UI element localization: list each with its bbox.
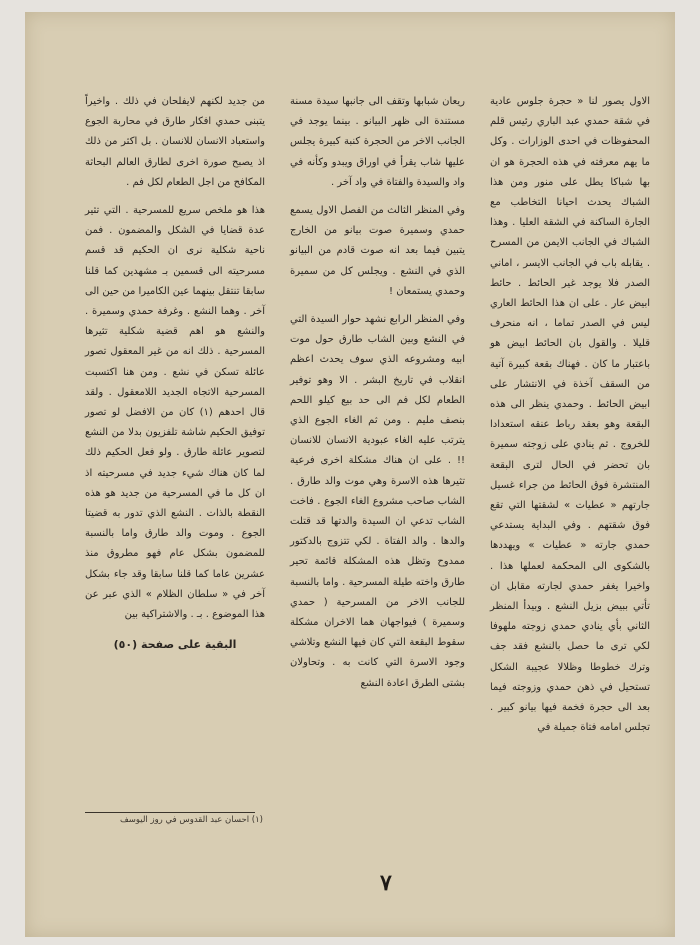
text-column-middle (290, 92, 465, 702)
paragraph: الاول يصور لنا « حجرة جلوس عادية في شقة حمدي عبد الباري رئيس قلم المحفوظات في احدى الوزارات . وكل ما يهم معرفته في هذه الحجرة هو ان بها شباكا يطل على منور ومن هذا الشباك يحدث احيانا التخاطب مع الجارة الساكنة في الشقة العليا . وهذا الشباك في الجانب الايمن من المسرح . يقابله باب في الجانب الايسر ، اماني الصدر فلا يوجد غير الحائط . حائط ابيض عار . على ان هذا الحائط العاري ليس في الصدر تماما ، انه منحرف قليلا . والقول بان الحائط ابيض هو باعتبار ما كان . فهناك بقعة كبيرة آتية من السقف آخذة في الانتشار على ابيض الحائط . وحمدي ينظر الى هذه البقعة وهو بعقد رباط عنقه استعدادا للخروج . ثم ينادي على زوجته سميرة بان تحضر في الحال لترى البقعة المنتشرة فوق الحائط من جراء غسيل جارتهم « عطيات » لشقتها التي تقع فوق شقتهم . وفي البداية يستدعي حمدي جارته « عطيات » ويهددها بالشكوى الى المحكمة لعملها هذا . واخيرا يغفر حمدي لجارته مقابل ان تأتي ببيض بزيل النشع . وبيدأ المنظر الثاني بأي ينادي حمدي زوجته ملهوفا لكي ترى ما حصل بالنشع فقد جف وترك خطوطا وظلالا عجيبة الشكل تستحيل في ذهن حمدي وزوجته فيما بعد الى حجرة فخمة فيها بيانو كبير . تجلس امامه فتاة جميلة في (490, 96, 650, 734)
text-column-right (490, 92, 650, 747)
page-number: ٧ (380, 870, 392, 896)
paragraph: ريعان شبابها وتقف الى جانبها سيدة مسنة مستندة الى ظهر البيانو . بينما يوجد في الجانب الاخر من الحجرة كنبة كبيرة يجلس عليها شاب يقرأ في اوراق ويبدو وكأنه في واد والسيدة والفتاة في واد آخر . (290, 96, 465, 188)
footnote: (١) احسان عبد القدوس في روز اليوسف (119, 815, 263, 825)
continuation-note: البقية على صفحة (٥٠) (113, 638, 237, 652)
text-column-left (85, 92, 265, 655)
paragraph: وفي المنظر الثالث من الفصل الاول يسمع حمدي وسميرة صوت بيانو من الخارج يتبين فيما بعد انه صوت قادم من البيانو الذي في النشع . ويجلس كل من سميرة وحمدي يستمعان ! (290, 205, 465, 297)
paragraph: هذا هو ملخص سريع للمسرحية . التي تثير عدة قضايا في الشكل والمضمون . فمن ناحية شكلية نرى ان الحكيم قد قسم مسرحيته الى قسمين بـ مشهدين كما قلنا سابقا تنتقل بينهما عين الكاميرا من حين الى آخر . وهما النشع . وغرفة حمدي وسميرة . والنشع هو اهم قضية شكلية تثيرها المسرحية . ذلك انه من غير المعقول تصور عائلة تسكن في نشع . ومن هنا اكتسبت المسرحية الاتجاه الجديد اللامعقول . ولقد قال احدهم (١) كان من الافضل لو تصور توفيق الحكيم شاشة تلفزيون بدلا من النشع لتصوير عائلة طارق . ولو فعل الحكيم ذلك لما كان هناك شيء جديد في مسرحيته اذ ان كل ما في المسرحية من جديد هو هذه النقطة بالذات . النشع الذي تدور به قضيتا الجوع . وموت والد طارق واما بالنسبة للمضمون بشكل عام فهو مطروق منذ عشرين عاما كما قلنا سابقا وقد جاء بشكل آخر في « سلطان الظلام » الذي عبر عن هذا الموضوع . بـ . والاشتراكية بين (85, 205, 265, 621)
footnote-divider (85, 812, 255, 813)
paragraph: من جديد لكنهم لايفلحان في ذلك . واخيراً يتبنى حمدي افكار طارق في محاربة الجوع واستعباد الانسان للانسان . بل اكثر من ذلك اذ يصبح صورة اخرى لطارق العالم البحاثة المكافح من اجل الطعام لكل فم . (85, 96, 265, 188)
paragraph: وفي المنظر الرابع نشهد حوار السيدة التي في النشع وبين الشاب طارق حول موت ابيه ومشروعه الذي سوف يحدث اعظم انقلاب في تاريخ البشر . الا وهو توفير الطعام لكل فم الى حد بيع كيلو اللحم بنصف مليم . ومن ثم الغاء الجوع الذي يترتب عليه الغاء عبودية الانسان للانسان !! . على ان هناك مشكلة اخرى فرعية تثيرها هذه الاسرة وهي موت والد طارق . الشاب صاحب مشروع الغاء الجوع . فاخت الشاب تدعي ان السيدة والدتها قد قتلت والدها . والد الفتاة . لكي تتزوج بالدكتور ممدوح وتظل هذه المشكلة قائمة تحير طارق واخته طيلة المسرحية . واما بالنسبة للجانب الاخر من المسرحية ( حمدي وسميرة ) فيواجهان هما الاخران مشكلة سقوط البقعة التي كان فيها النشع وتلاشي وجود الاسرة التي كانت به . وتحاولان بشتى الطرق اعادة النشع (290, 314, 465, 689)
magazine-page (25, 12, 675, 937)
